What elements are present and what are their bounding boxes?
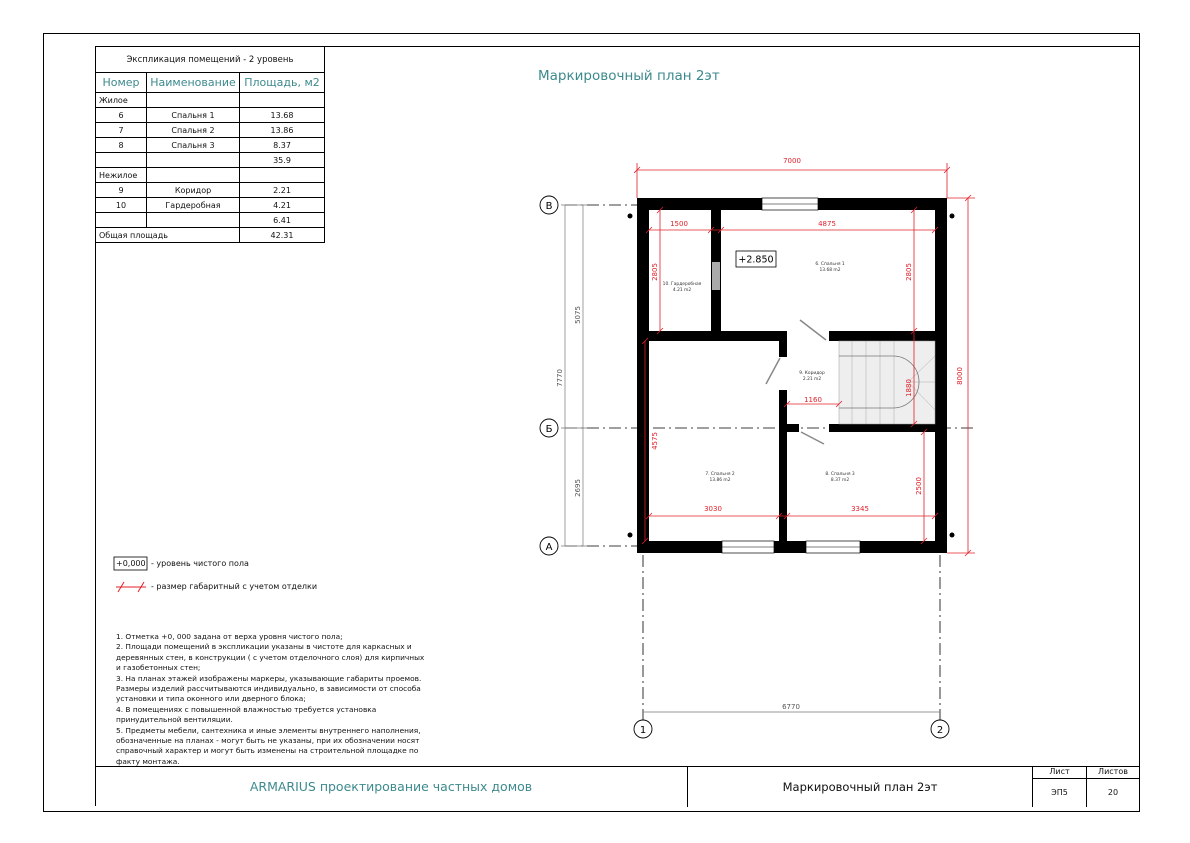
row-area: 4.21 (240, 198, 325, 213)
row-name: Спальня 3 (147, 138, 240, 153)
level-mark: +2.850 (738, 254, 774, 266)
dim-room6-height: 2805 (905, 263, 913, 281)
total-area: 42.31 (240, 228, 325, 243)
row-group-label: Нежилое (96, 168, 147, 183)
legend-dimension-symbol (116, 582, 146, 592)
dim-room8-height: 2500 (915, 477, 923, 495)
staircase (839, 341, 935, 424)
sheet-value: ЭП5 (1033, 779, 1087, 807)
room-8-area: 8.37 m2 (830, 478, 850, 483)
sheet-name: Маркировочный план 2эт (688, 766, 1033, 807)
row-area: 13.86 (240, 123, 325, 138)
sheet-label: Лист (1033, 766, 1087, 779)
room-9-area: 2.21 m2 (802, 377, 822, 382)
note-line: 1. Отметка +0, 000 задана от верха уровня чистого пола; (116, 632, 343, 641)
legend-dimension-text: - размер габаритный с учетом отделки (151, 582, 318, 591)
room-10-name: 10. Гардеробная (662, 282, 702, 287)
dim-room6-width: 4875 (818, 220, 836, 228)
row-area: 2.21 (240, 183, 325, 198)
sheet-number-block (1033, 766, 1140, 807)
room-7-area: 13.86 m2 (709, 478, 731, 483)
note-line: 5. Предметы мебели, сантехника и иные элементы внутреннего наполнения, (116, 725, 421, 735)
axis-label: 1 (639, 725, 647, 736)
dim-left-upper: 5075 (574, 306, 582, 324)
axis-dimension-lines (561, 205, 940, 712)
row-name: Спальня 2 (147, 123, 240, 138)
axis-label: В (545, 201, 553, 212)
row-name: Гардеробная (147, 198, 240, 213)
dim-right-overall: 8000 (956, 367, 964, 385)
row-group-label: Жилое (96, 93, 147, 108)
row-area: 8.37 (240, 138, 325, 153)
sheets-value: 20 (1107, 788, 1119, 797)
dim-top-overall: 7000 (783, 157, 801, 165)
dim-left-lower: 2695 (574, 479, 582, 497)
legend-level-text: - уровень чистого пола (151, 559, 249, 568)
dim-room7-height: 4575 (651, 432, 659, 450)
room-7-name: 7. Спальня 2 (705, 472, 735, 477)
row-subtotal: 35.9 (240, 153, 325, 168)
row-number: 10 (96, 198, 147, 213)
note-line: справочный характер и могут быть изменены на строительной площадке по (116, 746, 419, 756)
axis-lines (565, 205, 975, 720)
row-number: 9 (96, 183, 147, 198)
plan-title: Маркировочный план 2эт (538, 68, 720, 84)
room-6-area: 13.68 m2 (819, 268, 841, 273)
note-line: установки и типа оконного или дверного блока; (116, 694, 306, 704)
dim-room7-width: 3030 (704, 505, 722, 513)
row-name: Коридор (147, 183, 240, 198)
axis-bubbles (540, 196, 949, 738)
dim-room8-width: 3345 (851, 505, 869, 513)
row-area: 13.68 (240, 108, 325, 123)
note-line: Размеры изделий рассчитываются индивидуально, в зависимости от способа (116, 684, 421, 694)
company-name: ARMARIUS проектирование частных домов (95, 766, 688, 807)
dim-left-overall: 7770 (556, 369, 564, 387)
axis-label: 2 (936, 725, 944, 736)
dim-stair-height: 1880 (905, 379, 913, 397)
note-line: принудительной вентиляции. (116, 715, 233, 725)
room-6-name: 6. Спальня 1 (815, 262, 845, 267)
general-notes (116, 632, 446, 767)
axis-label: Б (545, 424, 553, 435)
axis-label: А (545, 542, 553, 553)
note-line: 3. На планах этажей изображены маркеры, указывающие габариты проемов. (116, 673, 422, 683)
dim-room10-height: 2805 (651, 263, 659, 281)
explication-caption: Экспликация помещений - 2 уровень (96, 47, 325, 73)
header-area: Площадь, м2 (240, 73, 325, 93)
note-line: 2. Площади помещений в экспликации указаны в чистоте для каркасных и (116, 642, 412, 652)
dim-stair-width: 1160 (804, 396, 822, 404)
dim-room10-width: 1500 (670, 220, 688, 228)
note-line: обозначенные на планах - могут быть не указаны, при их обозначении носят (116, 736, 420, 746)
legend-level-sample: +0,000 (116, 559, 146, 568)
door-opening (712, 262, 720, 290)
row-number: 7 (96, 123, 147, 138)
header-number: Номер (96, 73, 147, 93)
sheets-label: Листов (1086, 766, 1140, 779)
row-number: 8 (96, 138, 147, 153)
room-8-name: 8. Спальня 3 (825, 472, 855, 477)
note-line: 4. В помещениях с повышенной влажностью требуется установка (116, 704, 377, 714)
row-number: 6 (96, 108, 147, 123)
note-line: деревянных стен, в конструкции ( с учетом отделочного слоя) для кирпичных (116, 652, 425, 662)
dim-bottom-overall: 6770 (782, 703, 800, 711)
row-subtotal: 6.41 (240, 213, 325, 228)
row-name: Спальня 1 (147, 108, 240, 123)
header-name: Наименование (147, 73, 240, 93)
note-line: факту монтажа. (116, 756, 180, 766)
note-line: и газобетонных стен; (116, 663, 201, 673)
room-9-name: 9. Коридор (799, 371, 825, 376)
total-label: Общая площадь (96, 228, 240, 243)
room-10-area: 4.21 m2 (672, 288, 692, 293)
